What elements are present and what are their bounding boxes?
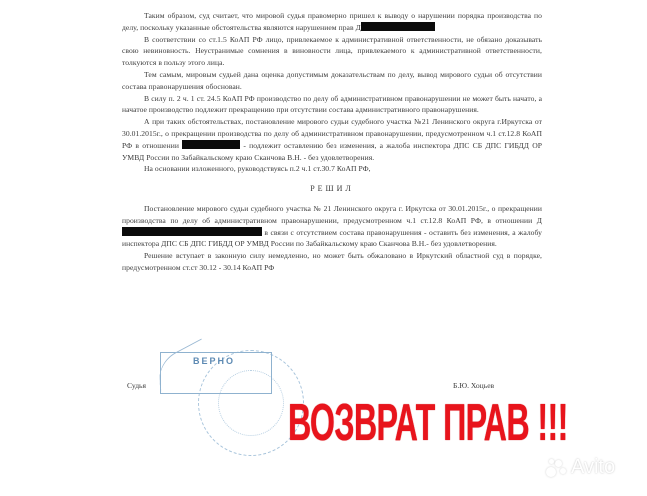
redaction-bar xyxy=(122,227,262,236)
paragraph-decision: Постановление мирового судьи судебного участка № 21 Ленинского округа г. Иркутска от 30.01.2015г., о прекращении производства по делу об административном правонарушении, предусмотренном ч.1 ст.12.8 КоАП РФ, в отношении Д в связи с отсутствием состава правонарушения - оставить без изменения, а жалобу инспектора ДПС СБ ДПС ГИБДД ОР УМВД России по Забайкальскому краю Сканчова В.Н.- без удовлетворения. xyxy=(122,203,542,249)
paragraph-basis: На основании изложенного, руководствуясь п.2 ч.1 ст.30.7 КоАП РФ, xyxy=(144,164,371,174)
decision-heading: РЕШИЛ xyxy=(310,184,354,194)
verified-stamp xyxy=(160,352,272,394)
promo-banner: ВОЗВРАТ ПРАВ !!! xyxy=(288,394,568,452)
paragraph-evidence: Тем самым, мировым судьей дана оценка допустимым доказательствам по делу, вывод мирового судьи об отсутствии состава правонарушения обоснован. xyxy=(122,69,542,91)
paragraph-presumption: В соответствии со ст.1.5 КоАП РФ лицо, привлекаемое к административной ответственности, не обязано доказывать свою невиновность. Неустранимые сомнения в виновности лица, привлекаемого к административной ответственности, толкуются в пользу этого лица. xyxy=(122,34,542,68)
paragraph-appeal: Решение вступает в законную силу немедленно, но может быть обжаловано в Иркутский областной суд в порядке, предусмотренном ст.ст 30.12 - 30.14 КоАП РФ xyxy=(122,251,542,272)
watermark-text: Avito xyxy=(571,456,616,478)
avito-watermark xyxy=(546,456,615,479)
court-decision-text xyxy=(122,10,542,274)
avito-logo-icon xyxy=(546,458,568,478)
redaction-bar xyxy=(361,22,435,31)
signature-stroke xyxy=(148,338,216,394)
paragraph-conclusion: Таким образом, суд считает, что мировой судья правомерно пришел к выводу о нарушении порядка производства по делу, поскольку указанные обстоятельства являются нарушением прав Д xyxy=(122,11,542,32)
redaction-bar xyxy=(182,140,240,149)
judge-label: Судья xyxy=(127,381,147,390)
paragraph-circumstances: А при таких обстоятельствах, постановление мирового судьи судебного участка №21 Ленинского округа г.Иркутска от 30.01.2015г., о прекращении производства по делу об административном правонарушении, предусмотренном ч.1 ст.12.8 КоАП РФ в отношении - подлежит оставлению без изменения, а жалоба инспектора ДПС СБ ДПС ГИБДД ОР УМВД России по Забайкальскому краю Сканчова В.Н. - без удовлетворения. xyxy=(122,117,543,162)
paragraph-article-24-5: В силу п. 2 ч. 1 ст. 24.5 КоАП РФ производство по делу об административном правонарушении не может быть начато, а начатое производство подлежит прекращению при отсутствии состава административного правонарушения. xyxy=(122,93,542,115)
judge-name: Б.Ю. Хоцьев xyxy=(453,381,495,390)
stamp-label: ВЕРНО xyxy=(193,356,236,366)
